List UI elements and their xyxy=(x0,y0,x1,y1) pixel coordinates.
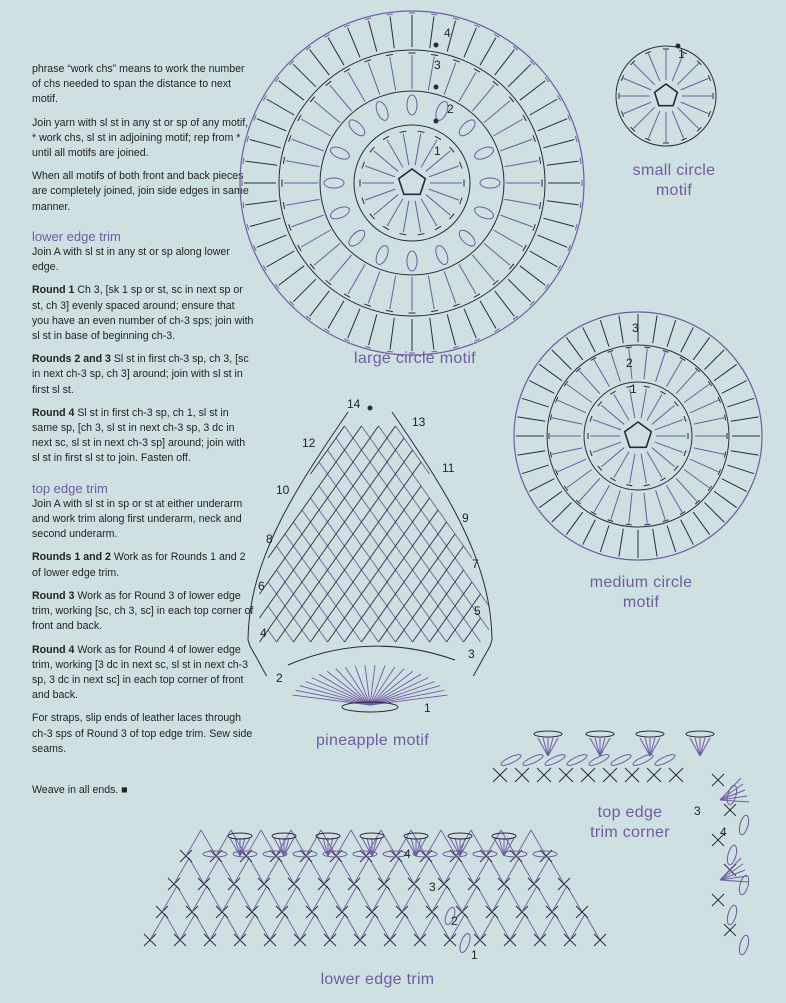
large-circle-caption: large circle motif xyxy=(354,350,476,367)
top-edge-intro: Join A with sl st in sp or st at either underarm and work trim along first underarm, neck and second underarm. xyxy=(32,497,243,541)
step-label: Round 4 xyxy=(32,406,75,419)
trim-round-3: 3 xyxy=(429,880,436,894)
pineapple-row-12: 12 xyxy=(302,436,316,450)
pineapple-row-1: 1 xyxy=(424,701,431,715)
top-corner-caption xyxy=(560,803,700,843)
trim-round-1: 1 xyxy=(471,948,478,962)
medium-round-3: 3 xyxy=(632,321,639,335)
top-edge-heading: top edge trim xyxy=(32,480,108,496)
step-text: Work as for Rounds 1 and 2 of lower edge trim. xyxy=(32,551,246,579)
caption-line: motif xyxy=(655,182,693,199)
pineapple-row-7: 7 xyxy=(472,557,479,571)
large-round-4: 4 xyxy=(444,26,451,40)
pineapple-row-10: 10 xyxy=(276,483,290,497)
caption-line: medium circle xyxy=(589,574,693,591)
intro-paragraph: phrase “work chs” means to work the number of chs needed to span the distance to next motif. xyxy=(32,63,245,106)
step-text: Work as for Round 4 of lower edge trim, working [3 dc in next sc, sl st in next ch-3 sp, 3 dc in next sc] in each top corner of front and back. xyxy=(32,643,249,702)
step-label: Round 1 xyxy=(32,284,75,297)
medium-round-2: 2 xyxy=(626,356,633,370)
small-round-1: 1 xyxy=(678,47,685,61)
step-text: Sl st in first ch-3 sp, ch 1, sl st in same sp, [ch 3, sl st in next ch-3 sp, 3 dc in next sc, sl st in next ch-3 sp] around; join with sl st in first sl st to join. Fasten off. xyxy=(32,406,246,465)
caption-line: top edge xyxy=(597,804,663,821)
ending-note: Weave in all ends. ■ xyxy=(32,783,128,796)
pineapple-row-6: 6 xyxy=(258,579,265,593)
pineapple-row-14: 14 xyxy=(347,397,361,411)
caption-line: motif xyxy=(622,594,660,611)
pineapple-row-2: 2 xyxy=(276,671,283,685)
step-text: Sl st in first ch-3 sp, ch 3, [sc in next ch-3 sp, ch 3] around; join with sl st in first sl st. xyxy=(32,353,249,396)
caption-line: trim corner xyxy=(590,824,670,841)
corner-round-4: 4 xyxy=(720,825,727,839)
lower-edge-heading: lower edge trim xyxy=(32,228,121,244)
pineapple-row-8: 8 xyxy=(266,532,273,546)
pineapple-caption: pineapple motif xyxy=(315,732,429,749)
medium-round-1: 1 xyxy=(630,382,637,396)
step-label: Rounds 2 and 3 xyxy=(32,353,111,366)
pineapple-row-5: 5 xyxy=(474,604,481,618)
large-round-2: 2 xyxy=(447,102,454,116)
step-label: Round 3 xyxy=(32,589,75,602)
trim-round-2: 2 xyxy=(451,914,458,928)
medium-circle-caption xyxy=(556,573,726,613)
step-text: Work as for Round 3 of lower edge trim, working [sc, ch 3, sc] in each top corner of front and back. xyxy=(32,589,254,633)
pineapple-row-3: 3 xyxy=(468,647,475,661)
lower-trim-caption: lower edge trim xyxy=(320,971,435,988)
step-label: Rounds 1 and 2 xyxy=(32,551,111,564)
pineapple-row-13: 13 xyxy=(412,415,426,429)
pineapple-row-4: 4 xyxy=(260,626,267,640)
step-label: Round 4 xyxy=(32,643,75,656)
caption-line: small circle xyxy=(632,162,716,179)
large-round-1: 1 xyxy=(434,144,441,158)
step-text: Ch 3, [sk 1 sp or st, sc in next sp or st, ch 3] evenly spaced around; ensure that you have an even number of ch-3 sps; join with sl st in base of beginning ch-3. xyxy=(32,284,254,343)
trim-round-4: 4 xyxy=(404,847,411,861)
corner-round-3: 3 xyxy=(694,804,701,818)
straps-paragraph: For straps, slip ends of leather laces through ch-3 sps of Round 3 of top edge trim. Sew side seams. xyxy=(32,712,253,755)
large-round-3: 3 xyxy=(434,58,441,72)
pineapple-row-9: 9 xyxy=(462,511,469,525)
intro-paragraph: When all motifs of both front and back pieces are completely joined, join side edges in same manner. xyxy=(32,170,249,213)
pineapple-row-11: 11 xyxy=(442,461,455,475)
lower-edge-intro: Join A with sl st in any st or sp along lower edge. xyxy=(32,246,230,274)
intro-paragraph: Join yarn with sl st in any st or sp of any motif, * work chs, sl st in adjoining motif; rep from * until all motifs are joined. xyxy=(32,116,249,160)
small-circle-caption xyxy=(604,161,744,201)
